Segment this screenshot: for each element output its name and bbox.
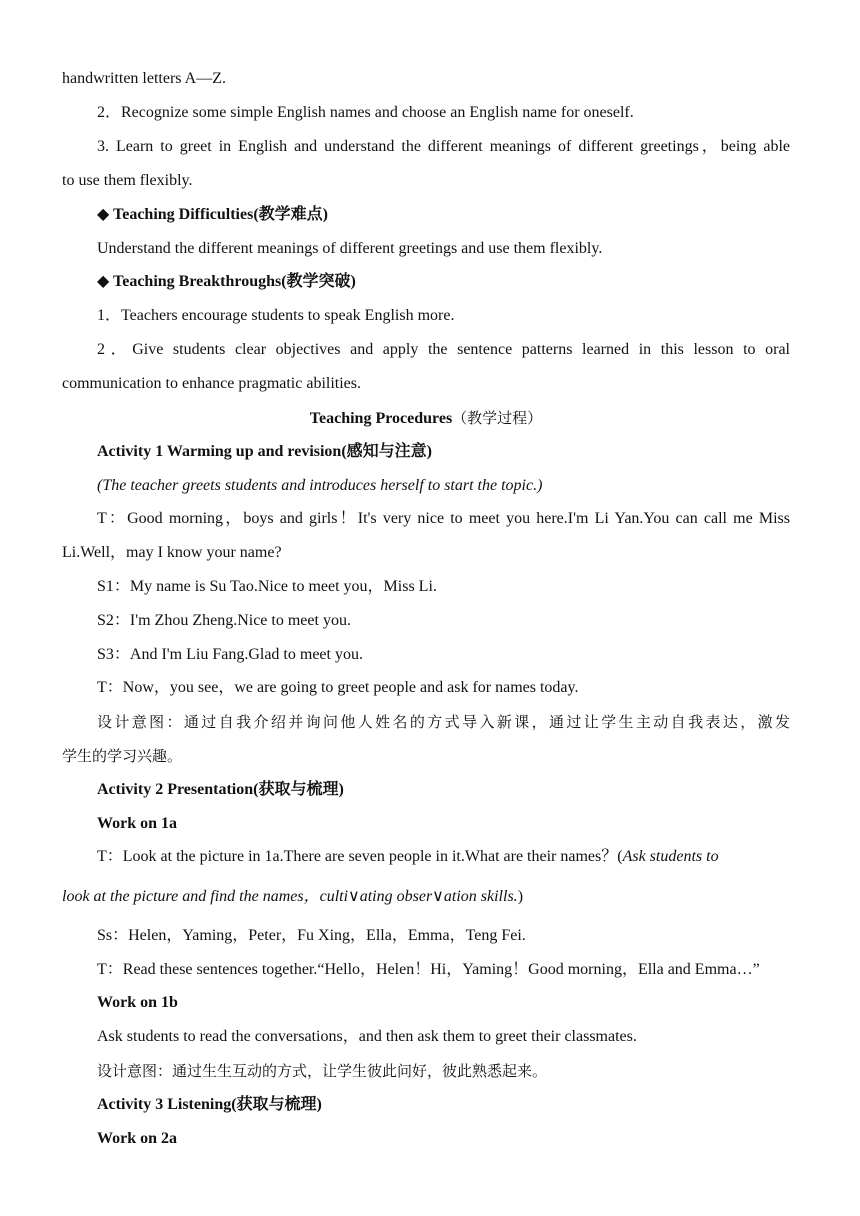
objective-3-line-1: 3. Learn to greet in English and understand the different meanings of different greetings，being able [97,138,790,155]
objective-3-line-2: to use them flexibly. [62,172,193,189]
work-on-2a-heading: Work on 2a [97,1130,178,1147]
teacher-line-1b: Li.Well，may I know your name? [62,544,282,561]
student-1-line: S1：My name is Su Tao.Nice to meet you，Miss Li. [97,578,437,595]
design-intent-1-line-2: 学生的学习兴趣。 [62,747,183,765]
design-intent-2: 设计意图：通过生生互动的方式，让学生彼此问好，彼此熟悉起来。 [97,1062,548,1080]
objective-2: 2．Recognize some simple English names and choose an English name for oneself. [97,104,634,121]
teacher-line-3b-end: ) [517,888,524,905]
breakthrough-1: 1．Teachers encourage students to speak English more. [97,307,455,324]
breakthrough-2-line-2: communication to enhance pragmatic abilities. [62,375,362,392]
activity-3-heading: Activity 3 Listening(获取与梳理) [97,1096,322,1113]
objective-1-continuation: handwritten letters A—Z. [62,70,226,87]
design-intent-1-line-1: 设计意图：通过自我介绍并询问他人姓名的方式导入新课，通过让学生主动自我表达，激发 [97,713,790,731]
teacher-line-1a: T：Good morning，boys and girls！It's very nice to meet you here.I'm Li Yan.You can call me Miss [97,510,791,527]
teaching-breakthroughs-heading: ◆ Teaching Breakthroughs(教学突破) [97,273,356,290]
procedures-title-en: Teaching Procedures [309,410,453,427]
activity-1-note: (The teacher greets students and introduces herself to start the topic.) [97,477,543,494]
teacher-line-3a-italic: Ask students to [622,848,719,865]
students-answer-line: Ss：Helen，Yaming，Peter，Fu Xing，Ella，Emma，Teng Fei. [97,927,526,944]
teacher-line-3b [62,886,790,908]
teacher-line-3a-text: T：Look at the picture in 1a.There are seven people in it.What are their names？( [97,848,623,865]
teaching-difficulties-text: Understand the different meanings of different greetings and use them flexibly. [97,240,603,257]
teacher-line-3b-italic: look at the picture and find the names，culti∨ating obser∨ation skills. [62,888,518,905]
work-on-1b-instruction: Ask students to read the conversations，and then ask them to greet their classmates. [97,1028,637,1045]
teaching-difficulties-heading: ◆ Teaching Difficulties(教学难点) [97,206,328,223]
teacher-line-4: T：Read these sentences together.“Hello，Helen！Hi，Yaming！Good morning，Ella and Emma…” [97,961,760,978]
breakthrough-2-line-1: 2．Give students clear objectives and apply the sentence patterns learned in this lesson to oral [97,341,790,358]
procedures-title-cn: （教学过程） [452,409,543,427]
student-2-line: S2：I'm Zhou Zheng.Nice to meet you. [97,612,351,629]
teacher-line-3a [97,846,719,868]
activity-2-heading: Activity 2 Presentation(获取与梳理) [97,781,344,798]
work-on-1a-heading: Work on 1a [97,815,178,832]
student-3-line: S3：And I'm Liu Fang.Glad to meet you. [97,646,363,663]
teacher-line-2: T：Now，you see，we are going to greet people and ask for names today. [97,679,579,696]
work-on-1b-heading: Work on 1b [97,994,178,1011]
teaching-procedures-heading [62,407,790,430]
activity-1-heading: Activity 1 Warming up and revision(感知与注意) [97,443,432,460]
